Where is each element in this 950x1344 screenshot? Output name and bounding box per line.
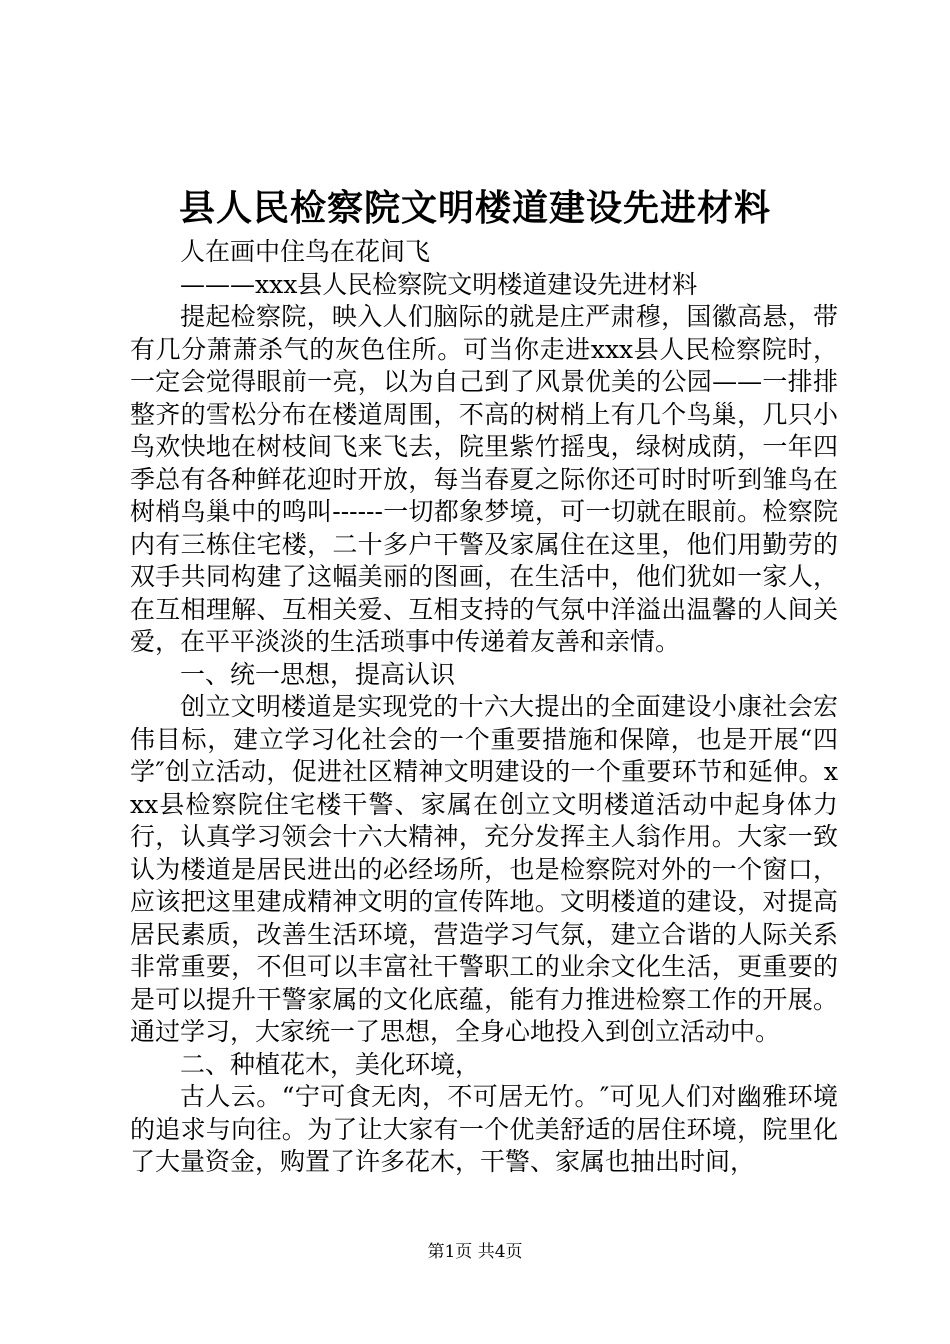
intro-paragraph: 提起检察院，映入人们脑际的就是庄严肃穆，国徽高悬，带有几分萧萧杀气的灰色住所。可当你走进xxx县人民检察院时，一定会觉得眼前一亮，以为自己到了风景优美的公园——一排排整齐的雪松分布在楼道周围，不高的树梢上有几个鸟巢，几只小鸟欢快地在树枝间飞来飞去，院里紫竹摇曳，绿树成荫，一年四季总有各种鲜花迎时开放，每当春夏之际你还可时时听到雏鸟在树梢鸟巢中的鸣叫------一切都象梦境，可一切就在眼前。检察院内有三栋住宅楼，二十多户干警及家属住在这里，他们用勤劳的双手共同构建了这幅美丽的图画，在生活中，他们犹如一家人，在互相理解、互相关爱、互相支持的气氛中洋溢出温馨的人间关爱，在平平淡淡的生活琐事中传递着友善和亲情。 — [130, 302, 838, 656]
page-number-footer: 第1页 共4页 — [427, 1242, 523, 1262]
document-title: 县人民检察院文明楼道建设先进材料 — [178, 187, 771, 229]
section-2-paragraph: 古人云。“宁可食无肉，不可居无竹。″可见人们对幽雅环境的追求与向往。为了让大家有一个优美舒适的居住环境，院里化了大量资金，购置了许多花木，干警、家属也抽出时间， — [130, 1082, 838, 1176]
section-heading-2: 二、种植花木，美化环境， — [180, 1049, 481, 1079]
subtitle-dash-line: ———xxx县人民检察院文明楼道建设先进材料 — [180, 269, 698, 299]
subtitle-line: 人在画中住鸟在花间飞 — [180, 237, 431, 266]
document-body — [130, 236, 838, 1179]
section-1-paragraph: 创立文明楼道是实现党的十六大提出的全面建设小康社会宏伟目标，建立学习化社会的一个重要措施和保障，也是开展“四学″创立活动，促进社区精神文明建设的一个重要环节和延伸。xxx县检察院住宅楼干警、家属在创立文明楼道活动中起身体力行，认真学习领会十六大精神，充分发挥主人翁作用。大家一致认为楼道是居民进出的必经场所，也是检察院对外的一个窗口，应该把这里建成精神文明的宣传阵地。文明楼道的建设，对提高居民素质，改善生活环境，营造学习气氛，建立合谐的人际关系非常重要，不但可以丰富社干警职工的业余文化生活，更重要的是可以提升干警家属的文化底蕴，能有力推进检察工作的开展。通过学习，大家统一了思想，全身心地投入到创立活动中。 — [130, 692, 838, 1046]
section-heading-1: 一、统一思想，提高认识 — [180, 659, 456, 689]
